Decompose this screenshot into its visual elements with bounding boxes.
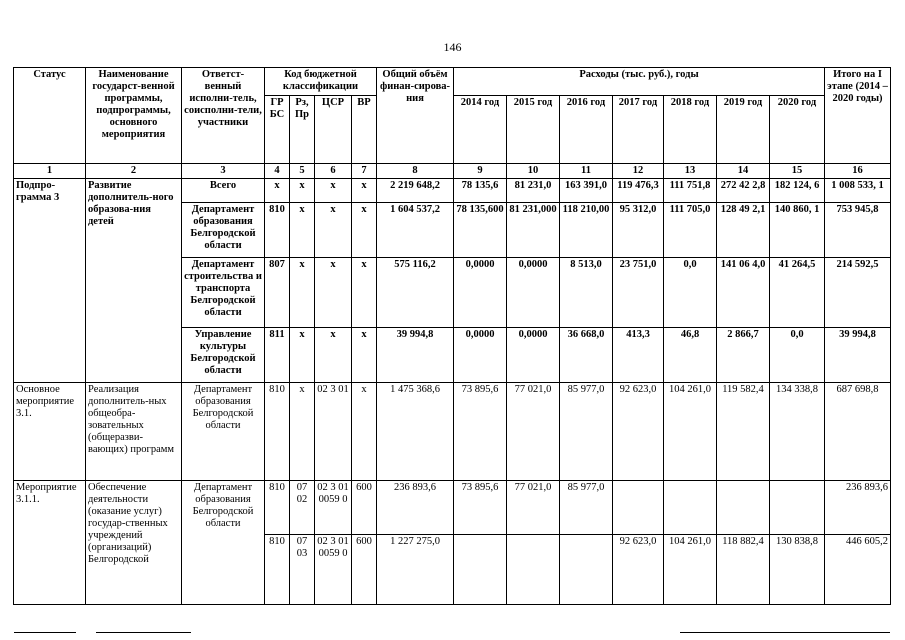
year-2014-cell: 78 135,600 xyxy=(454,203,507,258)
page-edge-divider xyxy=(96,632,191,633)
subprogram-name: Развитие дополнитель-ного образова-ния детей xyxy=(86,179,182,383)
year-2015-cell: 81 231,0 xyxy=(507,179,560,203)
page-number: 146 xyxy=(443,40,462,54)
total-cell: 575 116,2 xyxy=(377,258,454,328)
total-cell: 1 227 275,0 xyxy=(377,535,454,605)
responsible-cell: Департамент образования Белгородской области xyxy=(182,481,265,605)
header-year-2017: 2017 год xyxy=(613,96,664,164)
total-cell: 1 475 368,6 xyxy=(377,383,454,481)
year-2019-cell xyxy=(717,481,770,535)
rzpr-cell: х xyxy=(290,383,315,481)
column-number: 3 xyxy=(182,164,265,179)
year-2017-cell xyxy=(613,481,664,535)
csr-cell: х xyxy=(315,258,352,328)
header-stage-total: Итого на I этапе (2014 – 2020 годы) xyxy=(825,68,891,164)
year-2014-cell: 73 895,6 xyxy=(454,383,507,481)
responsible-cell: Всего xyxy=(182,179,265,203)
stage-total-cell: 687 698,8 xyxy=(825,383,891,481)
grbs-cell: 810 xyxy=(265,203,290,258)
rzpr-cell: х xyxy=(290,179,315,203)
column-number-row xyxy=(14,164,891,179)
year-2015-cell: 77 021,0 xyxy=(507,481,560,535)
header-grbs: ГР БС xyxy=(265,96,290,164)
year-2016-cell: 36 668,0 xyxy=(560,328,613,383)
total-cell: 1 604 537,2 xyxy=(377,203,454,258)
year-2020-cell: 41 264,5 xyxy=(770,258,825,328)
activity-name: Обеспечение деятельности (оказание услуг) государ-ственных учреждений (организаций) Белгородской xyxy=(86,481,182,605)
csr-cell: х xyxy=(315,328,352,383)
main-activity-name: Реализация дополнитель-ных общеобра-зовательных (общеразви-вающих) программ xyxy=(86,383,182,481)
subprogram-status: Подпро-грамма 3 xyxy=(14,179,86,383)
stage-total-cell: 446 605,2 xyxy=(825,535,891,605)
column-number: 8 xyxy=(377,164,454,179)
year-2014-cell: 0,0000 xyxy=(454,258,507,328)
header-year-2014: 2014 год xyxy=(454,96,507,164)
column-number: 13 xyxy=(664,164,717,179)
responsible-cell: Управление культуры Белгородской области xyxy=(182,328,265,383)
year-2016-cell xyxy=(560,535,613,605)
total-cell: 236 893,6 xyxy=(377,481,454,535)
header-year-2019: 2019 год xyxy=(717,96,770,164)
responsible-cell: Департамент строительства и транспорта Белгородской области xyxy=(182,258,265,328)
column-number: 4 xyxy=(265,164,290,179)
total-cell: 2 219 648,2 xyxy=(377,179,454,203)
year-2016-cell: 163 391,0 xyxy=(560,179,613,203)
year-2015-cell: 0,0000 xyxy=(507,258,560,328)
column-number: 10 xyxy=(507,164,560,179)
header-year-2015: 2015 год xyxy=(507,96,560,164)
year-2018-cell: 46,8 xyxy=(664,328,717,383)
csr-cell: 02 3 01 0059 0 xyxy=(315,535,352,605)
year-2018-cell xyxy=(664,481,717,535)
year-2018-cell: 0,0 xyxy=(664,258,717,328)
year-2014-cell: 0,0000 xyxy=(454,328,507,383)
year-2015-cell: 81 231,000 xyxy=(507,203,560,258)
vr-cell: х xyxy=(352,179,377,203)
year-2018-cell: 111 705,0 xyxy=(664,203,717,258)
stage-total-cell: 236 893,6 xyxy=(825,481,891,535)
csr-cell: 02 3 01 xyxy=(315,383,352,481)
column-number: 1 xyxy=(14,164,86,179)
header-csr: ЦСР xyxy=(315,96,352,164)
header-year-2016: 2016 год xyxy=(560,96,613,164)
grbs-cell: 810 xyxy=(265,481,290,535)
grbs-cell: 811 xyxy=(265,328,290,383)
stage-total-cell: 753 945,8 xyxy=(825,203,891,258)
header-status: Статус xyxy=(14,68,86,164)
main-activity-status: Основное мероприятие 3.1. xyxy=(14,383,86,481)
year-2020-cell: 130 838,8 xyxy=(770,535,825,605)
year-2020-cell: 182 124, 6 xyxy=(770,179,825,203)
column-number: 16 xyxy=(825,164,891,179)
column-number: 9 xyxy=(454,164,507,179)
vr-cell: 600 xyxy=(352,535,377,605)
budget-table xyxy=(13,67,891,605)
table-row xyxy=(14,481,891,535)
activity-status: Мероприятие 3.1.1. xyxy=(14,481,86,605)
year-2018-cell: 111 751,8 xyxy=(664,179,717,203)
year-2017-cell: 23 751,0 xyxy=(613,258,664,328)
column-number: 6 xyxy=(315,164,352,179)
page-edge-divider xyxy=(680,632,890,633)
year-2015-cell: 0,0000 xyxy=(507,328,560,383)
vr-cell: 600 xyxy=(352,481,377,535)
header-code-group: Код бюджетной классификации xyxy=(265,68,377,96)
stage-total-cell: 214 592,5 xyxy=(825,258,891,328)
column-number: 2 xyxy=(86,164,182,179)
year-2019-cell: 2 866,7 xyxy=(717,328,770,383)
total-cell: 39 994,8 xyxy=(377,328,454,383)
header-vr: ВР xyxy=(352,96,377,164)
header-year-2018: 2018 год xyxy=(664,96,717,164)
year-2020-cell: 134 338,8 xyxy=(770,383,825,481)
year-2019-cell: 141 06 4,0 xyxy=(717,258,770,328)
page-edge-divider xyxy=(14,632,76,633)
year-2016-cell: 85 977,0 xyxy=(560,481,613,535)
year-2017-cell: 119 476,3 xyxy=(613,179,664,203)
year-2020-cell: 140 860, 1 xyxy=(770,203,825,258)
header-name: Наименование государст-венной программы, подпрограммы, основного мероприятия xyxy=(86,68,182,164)
column-number: 5 xyxy=(290,164,315,179)
header-responsible: Ответст-венный исполни-тель, соисполни-тели, участники xyxy=(182,68,265,164)
rzpr-cell: х xyxy=(290,258,315,328)
rzpr-cell: х xyxy=(290,328,315,383)
rzpr-cell: 07 02 xyxy=(290,481,315,535)
stage-total-cell: 39 994,8 xyxy=(825,328,891,383)
vr-cell: х xyxy=(352,203,377,258)
year-2017-cell: 95 312,0 xyxy=(613,203,664,258)
year-2016-cell: 85 977,0 xyxy=(560,383,613,481)
year-2014-cell xyxy=(454,535,507,605)
year-2019-cell: 119 582,4 xyxy=(717,383,770,481)
grbs-cell: х xyxy=(265,179,290,203)
responsible-cell: Департамент образования Белгородской области xyxy=(182,203,265,258)
year-2019-cell: 118 882,4 xyxy=(717,535,770,605)
stage-total-cell: 1 008 533, 1 xyxy=(825,179,891,203)
year-2019-cell: 272 42 2,8 xyxy=(717,179,770,203)
grbs-cell: 810 xyxy=(265,383,290,481)
grbs-cell: 807 xyxy=(265,258,290,328)
column-number: 7 xyxy=(352,164,377,179)
column-number: 11 xyxy=(560,164,613,179)
year-2019-cell: 128 49 2,1 xyxy=(717,203,770,258)
year-2015-cell: 77 021,0 xyxy=(507,383,560,481)
csr-cell: х xyxy=(315,203,352,258)
column-number: 15 xyxy=(770,164,825,179)
year-2016-cell: 8 513,0 xyxy=(560,258,613,328)
year-2017-cell: 92 623,0 xyxy=(613,383,664,481)
header-total-volume: Общий объём финан-сирова-ния xyxy=(377,68,454,164)
header-expenses-group: Расходы (тыс. руб.), годы xyxy=(454,68,825,96)
year-2014-cell: 78 135,6 xyxy=(454,179,507,203)
year-2017-cell: 92 623,0 xyxy=(613,535,664,605)
year-2020-cell: 0,0 xyxy=(770,328,825,383)
column-number: 12 xyxy=(613,164,664,179)
year-2018-cell: 104 261,0 xyxy=(664,383,717,481)
year-2017-cell: 413,3 xyxy=(613,328,664,383)
rzpr-cell: х xyxy=(290,203,315,258)
year-2018-cell: 104 261,0 xyxy=(664,535,717,605)
header-rzpr: Рз, Пр xyxy=(290,96,315,164)
csr-cell: х xyxy=(315,179,352,203)
year-2015-cell xyxy=(507,535,560,605)
rzpr-cell: 07 03 xyxy=(290,535,315,605)
vr-cell: х xyxy=(352,383,377,481)
table-row xyxy=(14,179,891,203)
year-2020-cell xyxy=(770,481,825,535)
header-year-2020: 2020 год xyxy=(770,96,825,164)
grbs-cell: 810 xyxy=(265,535,290,605)
table-row xyxy=(14,383,891,481)
csr-cell: 02 3 01 0059 0 xyxy=(315,481,352,535)
vr-cell: х xyxy=(352,328,377,383)
vr-cell: х xyxy=(352,258,377,328)
responsible-cell: Департамент образования Белгородской области xyxy=(182,383,265,481)
column-number: 14 xyxy=(717,164,770,179)
year-2016-cell: 118 210,00 xyxy=(560,203,613,258)
year-2014-cell: 73 895,6 xyxy=(454,481,507,535)
